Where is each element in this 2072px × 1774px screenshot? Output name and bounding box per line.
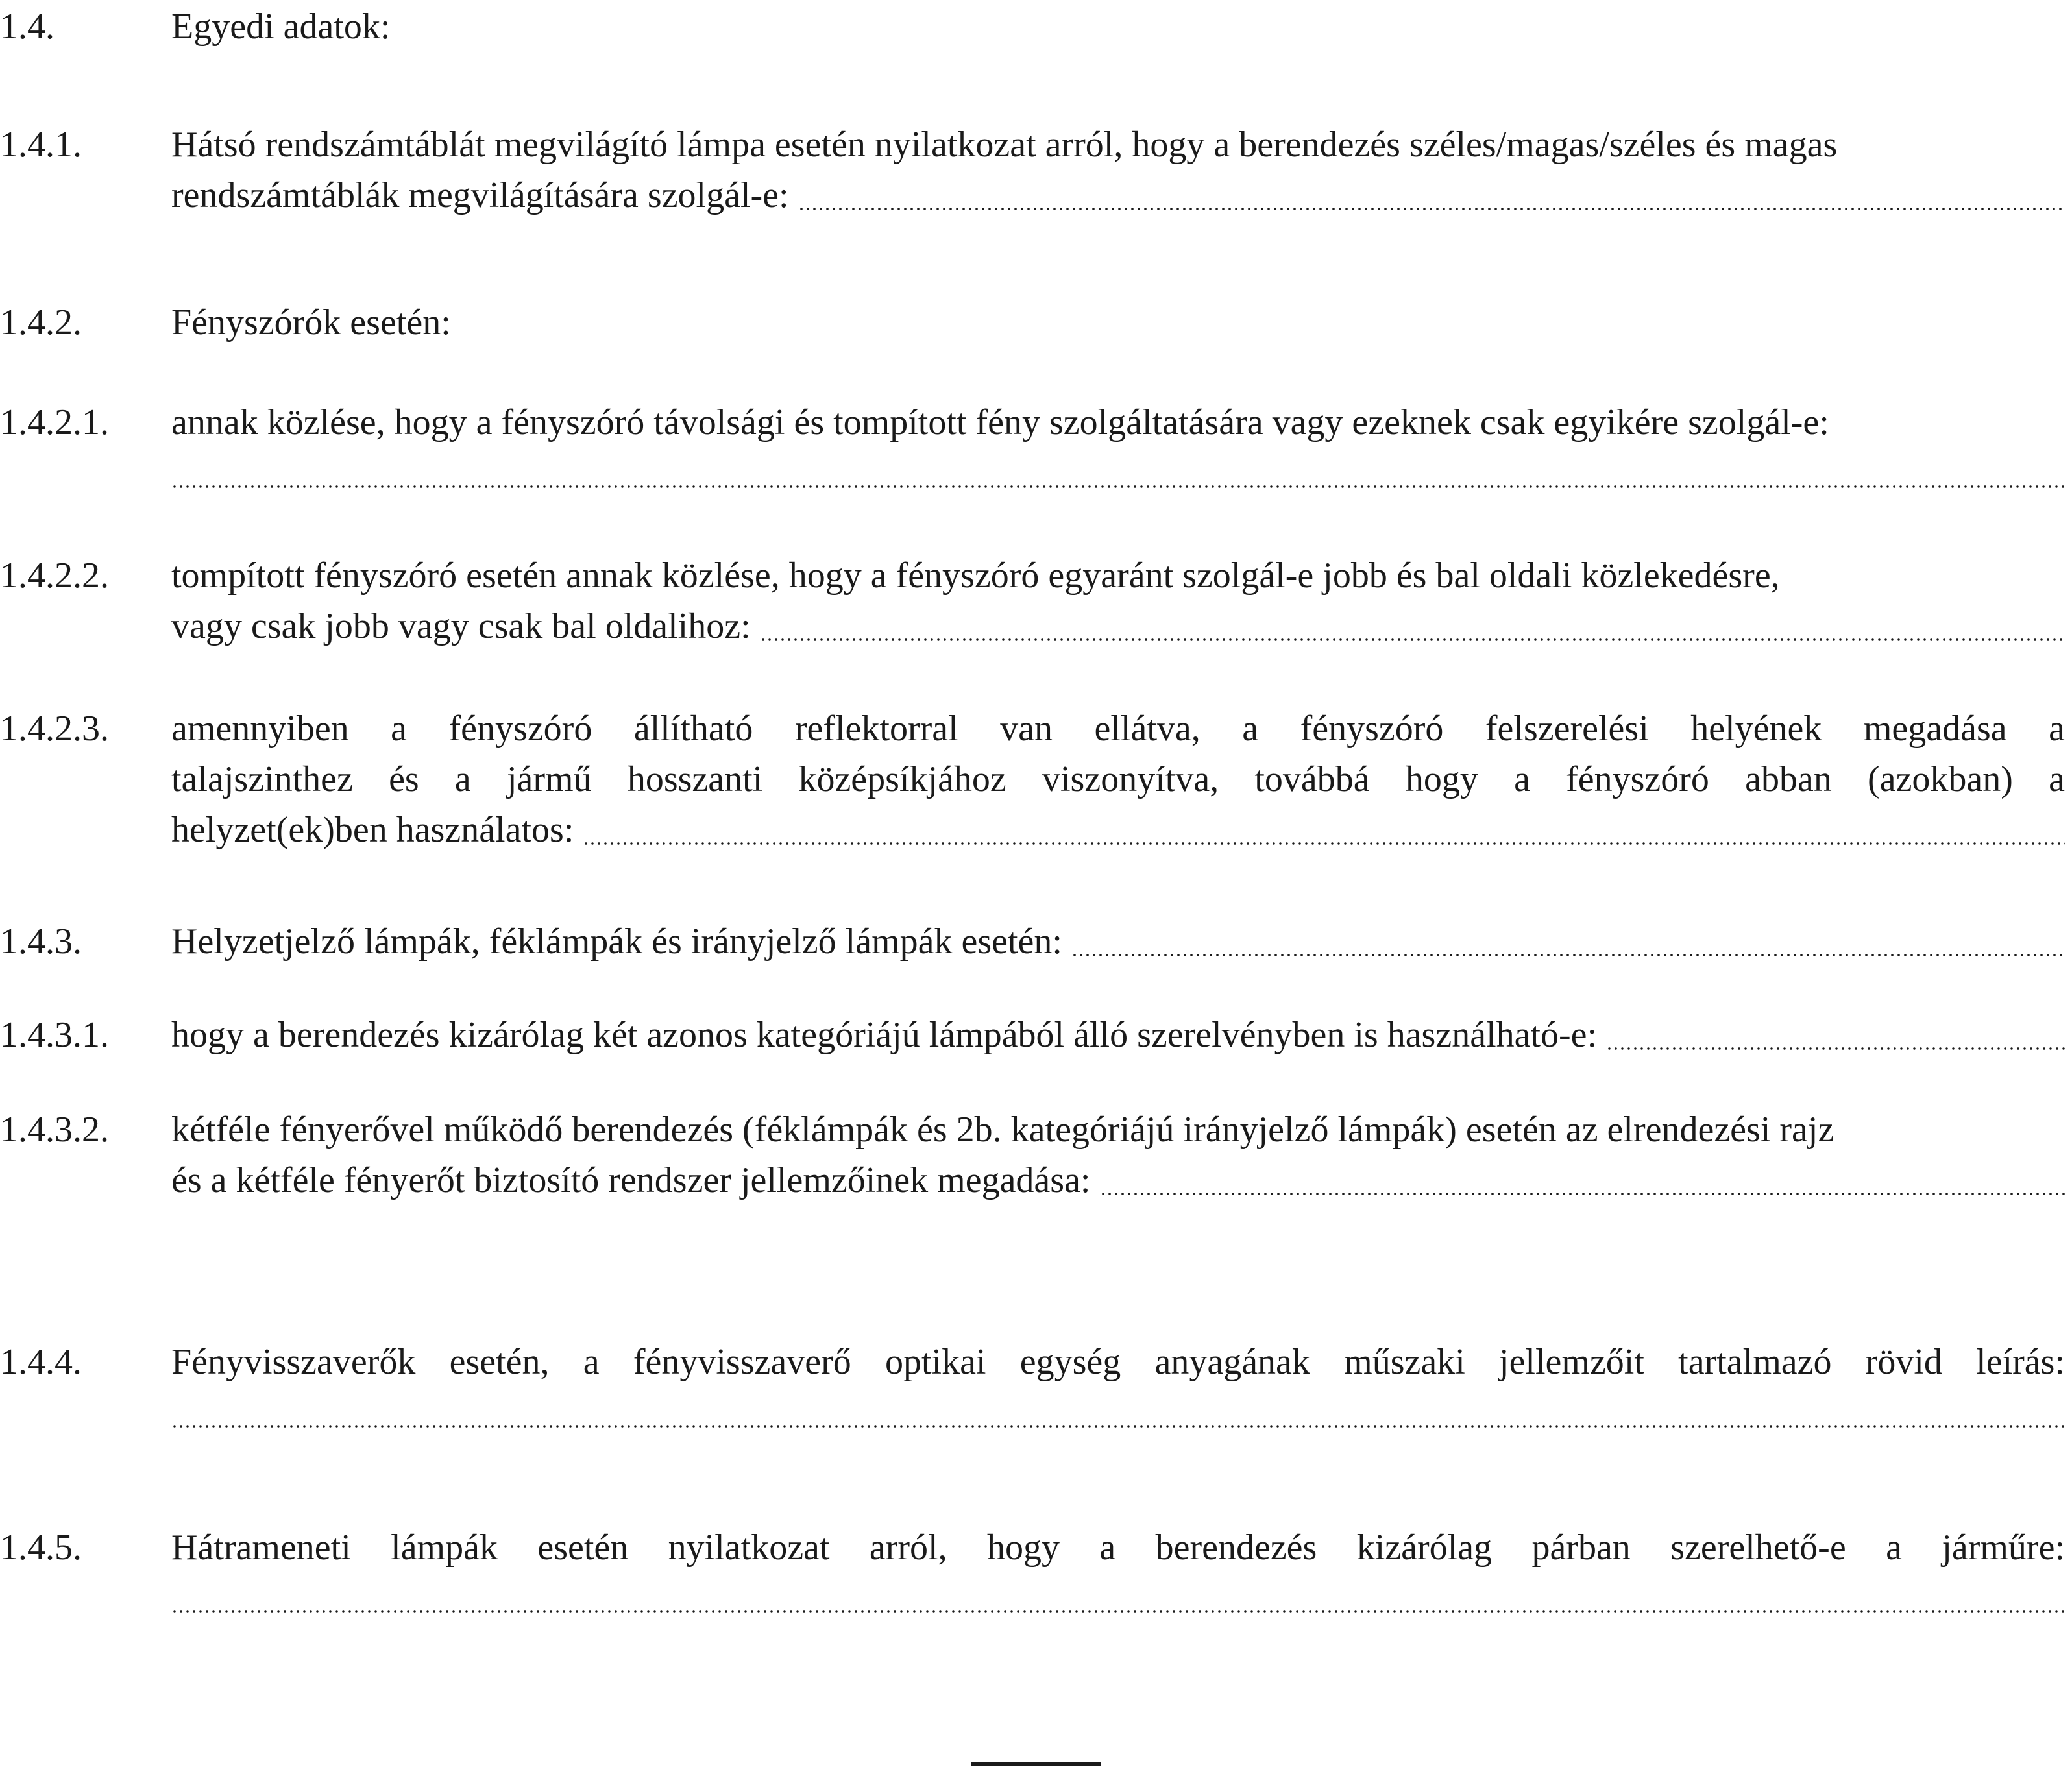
- section-text: Hátrameneti lámpák esetén nyilatkozat arról, hogy a berendezés kizárólag párban szerelhető-e a járműre:: [171, 1527, 2065, 1568]
- section-text: tompított fényszóró esetén annak közlése, hogy a fényszóró egyaránt szolgál-e jobb és bal oldali közlekedésre,: [171, 555, 1780, 596]
- answer-line: [171, 916, 2065, 967]
- section-number: 1.4.4.: [0, 1342, 82, 1382]
- footer-rule: [971, 1762, 1101, 1766]
- answer-line: [171, 601, 2065, 651]
- section-text: Fényvisszaverők esetén, a fényvisszaverő optikai egység anyagának műszaki jellemzőit tartalmazó rövid leírás:: [171, 1342, 2065, 1382]
- dotted-leader: [1100, 1193, 2066, 1195]
- answer-line: [171, 805, 2065, 855]
- dotted-leader: [1606, 1047, 2065, 1050]
- section-number: 1.4.5.: [0, 1527, 82, 1568]
- section-body: [171, 1104, 2065, 1206]
- section-body: [171, 1010, 2065, 1060]
- answer-line: [171, 170, 2065, 221]
- section-number: 1.4.1.: [0, 125, 82, 165]
- section-number: 1.4.2.3.: [0, 709, 109, 749]
- section-body: [171, 397, 2065, 498]
- section-number: 1.4.3.2.: [0, 1110, 109, 1150]
- section-text: talajszinthez és a jármű hosszanti középsíkjához viszonyítva, továbbá hogy a fényszóró abban (azokban) a: [171, 759, 2065, 799]
- section-body: [171, 119, 2065, 221]
- dotted-leader: [760, 638, 2065, 641]
- dotted-leader: [171, 1425, 2065, 1428]
- section-number: 1.4.2.1.: [0, 402, 109, 443]
- dotted-leader: [583, 842, 2065, 845]
- section-text: rendszámtáblák megvilágítására szolgál-e:: [171, 175, 789, 215]
- section-text: Fényszórók esetén:: [171, 302, 451, 343]
- section-text: Hátsó rendszámtáblát megvilágító lámpa esetén nyilatkozat arról, hogy a berendezés széles/magas/széles és magas: [171, 125, 1838, 165]
- section-text: vagy csak jobb vagy csak bal oldalihoz:: [171, 606, 751, 646]
- section-text: Egyedi adatok:: [171, 6, 391, 47]
- section-text: helyzet(ek)ben használatos:: [171, 810, 574, 850]
- section-text: hogy a berendezés kizárólag két azonos kategóriájú lámpából álló szerelvényben is használható-e:: [171, 1015, 1598, 1055]
- section-number: 1.4.3.: [0, 921, 82, 962]
- answer-line: [171, 1010, 2065, 1060]
- section-text: Helyzetjelző lámpák, féklámpák és irányjelző lámpák esetén:: [171, 921, 1062, 962]
- dotted-leader: [1071, 954, 2065, 956]
- section-text: és a kétféle fényerőt biztosító rendszer jellemzőinek megadása:: [171, 1160, 1091, 1200]
- section-number: 1.4.2.2.: [0, 555, 109, 596]
- section-text: kétféle fényerővel működő berendezés (féklámpák és 2b. kategóriájú irányjelző lámpák) esetén az elrendezési rajz: [171, 1110, 1834, 1150]
- answer-line: [171, 1155, 2065, 1206]
- answer-line: [171, 1387, 2065, 1438]
- section-body: [171, 916, 2065, 967]
- section-body: [171, 297, 2065, 348]
- section-text: annak közlése, hogy a fényszóró távolsági és tompított fény szolgáltatására vagy ezeknek csak egyikére szolgál-e:: [171, 402, 1829, 443]
- section-body: [171, 1522, 2065, 1623]
- section-text: amennyiben a fényszóró állítható reflektorral van ellátva, a fényszóró felszerelési helyének megadása a: [171, 709, 2065, 749]
- section-body: [171, 550, 2065, 651]
- section-number: 1.4.2.: [0, 302, 82, 343]
- section-body: [171, 703, 2065, 855]
- answer-line: [171, 1573, 2065, 1623]
- section-number: 1.4.: [0, 6, 55, 47]
- section-body: [171, 1, 2065, 52]
- dotted-leader: [171, 1610, 2065, 1613]
- section-number: 1.4.3.1.: [0, 1015, 109, 1055]
- dotted-leader: [171, 485, 2065, 488]
- section-body: [171, 1337, 2065, 1438]
- answer-line: [171, 448, 2065, 498]
- dotted-leader: [798, 208, 2065, 210]
